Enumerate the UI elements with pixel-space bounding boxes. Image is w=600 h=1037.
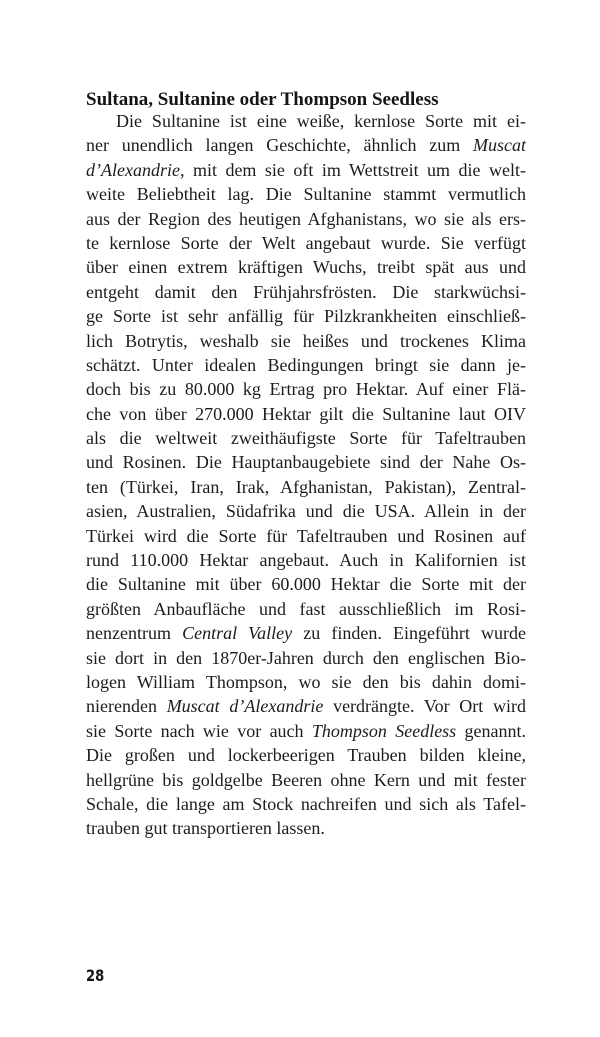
text-line — [86, 182, 526, 206]
text-line — [86, 109, 526, 133]
italic-text: Muscat d’Alexandrie — [166, 696, 324, 717]
text-run: lich Botrytis, weshalb sie heißes und trockenes Klima — [86, 330, 526, 351]
text-line — [86, 450, 526, 474]
text-run: sie dort in den 1870er-Jahren durch den englischen Bio- — [86, 647, 526, 668]
text-run: größten Anbaufläche und fast ausschließlich im Rosi- — [86, 598, 526, 619]
text-run: trauben gut transportieren lassen. — [86, 818, 325, 839]
text-run: ten (Türkei, Iran, Irak, Afghanistan, Pakistan), Zentral- — [86, 476, 526, 497]
text-line — [86, 670, 526, 694]
body-paragraph — [86, 109, 526, 841]
text-line — [86, 792, 526, 816]
text-run: Die Sultanine ist eine weiße, kernlose Sorte mit ei- — [116, 111, 526, 131]
text-line — [86, 475, 526, 499]
italic-text: d’Alexandrie — [86, 159, 180, 180]
text-line — [86, 329, 526, 353]
text-run: verdrängte. Vor Ort wird — [323, 696, 527, 717]
text-run: Die großen und lockerbeerigen Trauben bilden kleine, — [86, 745, 526, 766]
text-run: über einen extrem kräftigen Wuchs, treibt spät aus und — [86, 257, 526, 278]
text-run: sie Sorte nach wie vor auch — [86, 720, 312, 741]
text-run: asien, Australien, Südafrika und die USA. Allein in der — [86, 501, 526, 522]
text-run: Türkei wird die Sorte für Tafeltrauben und Rosinen auf — [86, 525, 526, 546]
text-run: schätzt. Unter idealen Bedingungen bringt sie dann je- — [86, 354, 526, 375]
text-line — [86, 719, 526, 743]
text-line — [86, 597, 526, 621]
text-line — [86, 548, 526, 572]
page-number: 28 — [86, 966, 105, 985]
text-run: genannt. — [456, 720, 527, 741]
italic-text: Central Valley — [182, 623, 293, 644]
text-run: die Sultanine mit über 60.000 Hektar die Sorte mit der — [86, 574, 526, 595]
text-line — [86, 621, 526, 645]
text-run: rund 110.000 Hektar angebaut. Auch in Kalifornien ist — [86, 550, 526, 571]
text-run: ner unendlich langen Geschichte, ähnlich zum — [86, 135, 473, 156]
text-line — [86, 207, 526, 231]
text-line — [86, 133, 526, 157]
text-line — [86, 646, 526, 670]
text-run: hellgrüne bis goldgelbe Beeren ohne Kern und mit fester — [86, 769, 526, 790]
text-line — [86, 402, 526, 426]
text-line — [86, 768, 526, 792]
text-run: nierenden — [86, 696, 167, 717]
text-line — [86, 572, 526, 596]
italic-text: Muscat — [473, 135, 526, 156]
text-line — [86, 255, 526, 279]
text-line — [86, 816, 526, 840]
section-heading: Sultana, Sultanine oder Thompson Seedless — [86, 89, 439, 110]
text-run: te kernlose Sorte der Welt angebaut wurde. Sie verfügt — [86, 232, 526, 253]
text-run: entgeht damit den Frühjahrsfrösten. Die starkwüchsi- — [86, 281, 526, 302]
text-run: , mit dem sie oft im Wettstreit um die welt- — [179, 159, 526, 180]
text-run: als die weltweit zweithäufigste Sorte für Tafeltrauben — [86, 428, 526, 449]
text-line — [86, 353, 526, 377]
text-line — [86, 158, 526, 182]
text-run: nenzentrum — [86, 623, 183, 644]
text-line — [86, 231, 526, 255]
text-run: che von über 270.000 Hektar gilt die Sultanine laut OIV — [86, 403, 526, 424]
text-run: logen William Thompson, wo sie den bis dahin domi- — [86, 671, 526, 692]
text-run: ge Sorte ist sehr anfällig für Pilzkrankheiten einschließ- — [86, 306, 526, 327]
text-run: doch bis zu 80.000 kg Ertrag pro Hektar. Auf einer Flä- — [86, 379, 526, 400]
text-run: Schale, die lange am Stock nachreifen und sich als Tafel- — [86, 793, 526, 814]
text-line — [86, 743, 526, 767]
text-run: zu finden. Eingeführt wurde — [292, 623, 527, 644]
text-line — [86, 694, 526, 718]
text-line — [86, 280, 526, 304]
text-line — [86, 499, 526, 523]
text-run: weite Beliebtheit lag. Die Sultanine stammt vermutlich — [86, 184, 526, 205]
text-line — [86, 426, 526, 450]
text-run: und Rosinen. Die Hauptanbaugebiete sind der Nahe Os- — [86, 452, 526, 473]
text-line — [86, 304, 526, 328]
text-line — [86, 377, 526, 401]
italic-text: Thompson Seedless — [311, 720, 457, 741]
text-line — [86, 524, 526, 548]
text-run: aus der Region des heutigen Afghanistans, wo sie als ers- — [86, 208, 526, 229]
